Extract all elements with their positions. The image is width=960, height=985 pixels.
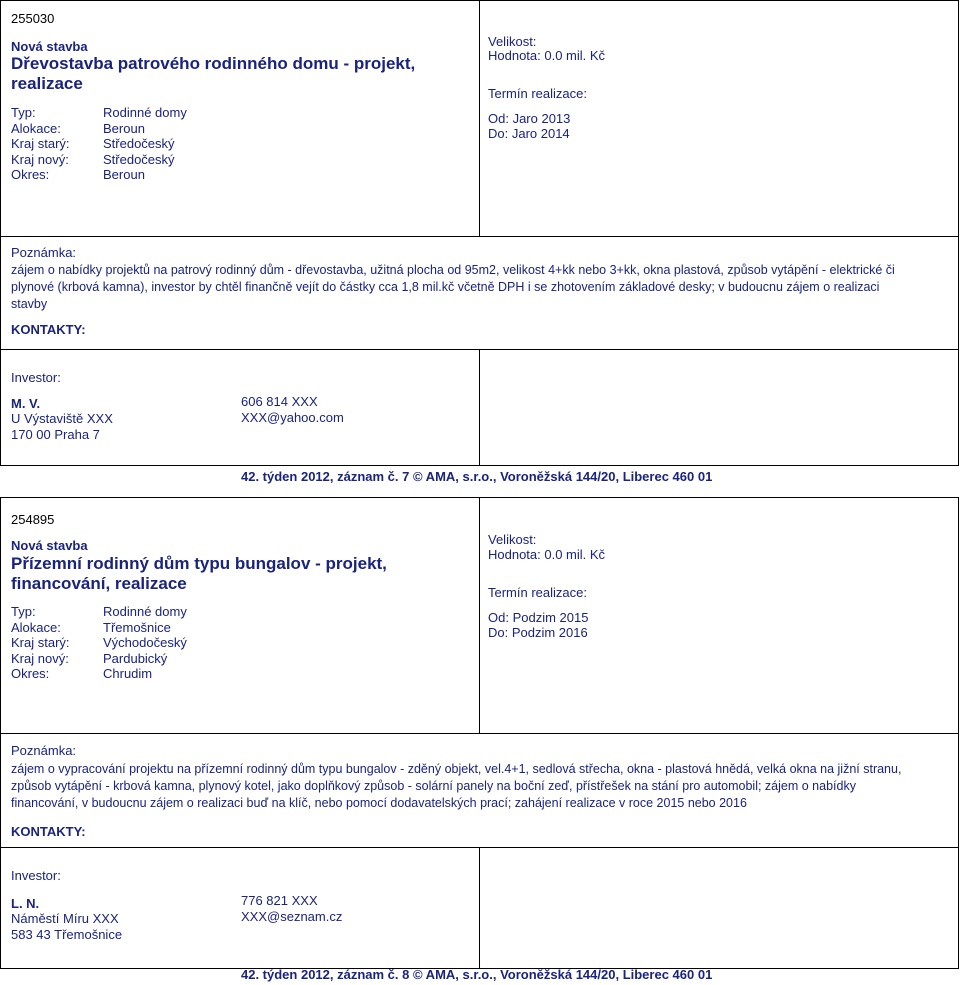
field-value: Rodinné domy (103, 604, 187, 619)
termin-do: Do: Jaro 2014 (488, 126, 570, 141)
field-value: Beroun (103, 120, 145, 136)
field-label: Okres: (11, 666, 50, 682)
poznamka-line: financování, v budoucnu zájem o realizaci buď na klíč, nebo pomocí dodavatelských prací; zahájení realizace v roce 2015 nebo 2016 (11, 796, 747, 810)
field-value: Třemošnice (103, 619, 171, 635)
field-value: Středočeský (103, 136, 175, 152)
investor-city: 170 00 Praha 7 (11, 427, 100, 442)
field-label: Alokace: (11, 619, 61, 635)
investor-street: Náměstí Míru XXX (11, 911, 119, 926)
poznamka-label: Poznámka: (11, 743, 77, 758)
field-labels (11, 105, 70, 183)
field-value: Rodinné domy (103, 105, 187, 120)
investor-email: XXX@yahoo.com (241, 410, 344, 425)
poznamka-line: plynové (krbová kamna), investor by chtěl finančně vejít do částky cca 1,8 mil.kč včetně DPH i se zhotovením základové desky; v budoucnu zájem o realizaci (11, 280, 880, 294)
record-id: 255030 (11, 11, 55, 26)
section-divider (0, 236, 959, 237)
investor-label: Investor: (11, 868, 61, 883)
record-title (11, 554, 387, 594)
investor-label: Investor: (11, 370, 61, 385)
investor-street: U Výstaviště XXX (11, 411, 113, 426)
poznamka-text (11, 761, 951, 812)
termin-od: Od: Podzim 2015 (488, 610, 589, 625)
investor-phone: 606 814 XXX (241, 394, 318, 409)
velikost-label: Velikost: (488, 34, 537, 49)
column-divider (479, 847, 480, 969)
record-card (0, 497, 958, 985)
record-title-line: Přízemní rodinný dům typu bungalov - projekt, (11, 554, 387, 573)
field-value: Východočeský (103, 635, 187, 651)
field-value: Beroun (103, 167, 145, 183)
field-label: Typ: (11, 105, 36, 120)
field-label: Okres: (11, 167, 50, 183)
hodnota-value: Hodnota: 0.0 mil. Kč (488, 547, 606, 562)
field-label: Kraj nový: (11, 650, 69, 666)
poznamka-line: stavby (11, 297, 48, 311)
field-value: Pardubický (103, 650, 168, 666)
record-title-line: Dřevostavba patrového rodinného domu - projekt, (11, 54, 416, 73)
termin-do: Do: Podzim 2016 (488, 625, 588, 640)
field-label: Typ: (11, 604, 36, 619)
field-labels (11, 604, 70, 682)
investor-phone: 776 821 XXX (241, 893, 318, 908)
record-title-line: financování, realizace (11, 574, 187, 593)
record-title (11, 54, 415, 94)
hodnota-value: Hodnota: 0.0 mil. Kč (488, 48, 606, 63)
investor-email: XXX@seznam.cz (241, 909, 343, 924)
field-label: Alokace: (11, 120, 61, 136)
record-footer: 42. týden 2012, záznam č. 8 © AMA, s.r.o., Voroněžská 144/20, Liberec 460 01 (241, 967, 713, 982)
kontakty-heading: KONTAKTY: (11, 322, 86, 337)
termin-label: Termín realizace: (488, 585, 587, 600)
column-divider (479, 349, 480, 466)
termin-label: Termín realizace: (488, 86, 587, 101)
poznamka-label: Poznámka: (11, 245, 77, 260)
record-title-line: realizace (11, 74, 83, 93)
record-id: 254895 (11, 512, 55, 527)
investor-name: L. N. (11, 896, 40, 911)
poznamka-text (11, 262, 951, 313)
field-values (103, 604, 187, 682)
poznamka-line: způsob vytápění - krbová kamna, plynový kotel, jako doplňkový způsob - solární panely na boční zeď, přístřešek na stání pro automobil; zájem o nabídky (11, 779, 856, 793)
investor-city: 583 43 Třemošnice (11, 927, 123, 942)
column-divider (479, 497, 480, 733)
record-category: Nová stavba (11, 39, 88, 54)
velikost-label: Velikost: (488, 532, 537, 547)
field-values (103, 105, 187, 183)
field-value: Chrudim (103, 666, 153, 682)
field-label: Kraj starý: (11, 136, 70, 152)
section-divider (0, 733, 959, 734)
field-value: Středočeský (103, 151, 175, 167)
field-label: Kraj starý: (11, 635, 70, 651)
record-category: Nová stavba (11, 538, 88, 553)
poznamka-line: zájem o vypracování projektu na přízemní rodinný dům typu bungalov - zděný objekt, vel.4+1, sedlová střecha, okna - plastová hnědá, velká okna na jižní stranu, (11, 762, 902, 776)
termin-od: Od: Jaro 2013 (488, 111, 571, 126)
record-footer: 42. týden 2012, záznam č. 7 © AMA, s.r.o., Voroněžská 144/20, Liberec 460 01 (241, 469, 713, 484)
poznamka-line: zájem o nabídky projektů na patrový rodinný dům - dřevostavba, užitná plocha od 95m2, velikost 4+kk nebo 3+kk, okna plastová, způsob vytápění - elektrické či (11, 263, 895, 277)
column-divider (479, 0, 480, 236)
field-label: Kraj nový: (11, 151, 69, 167)
investor-name: M. V. (11, 396, 41, 411)
kontakty-heading: KONTAKTY: (11, 824, 86, 839)
